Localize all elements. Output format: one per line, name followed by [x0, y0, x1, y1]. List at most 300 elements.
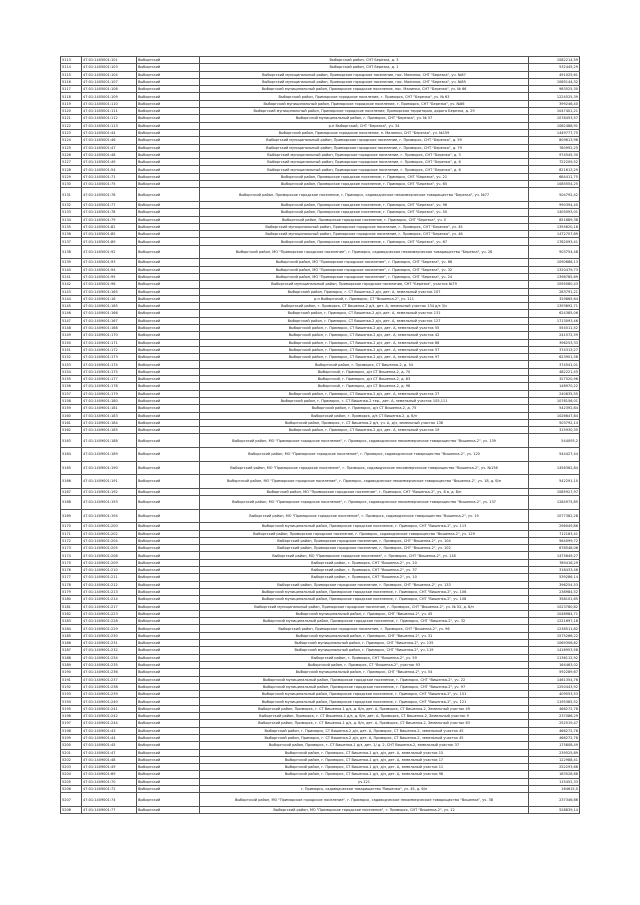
- cadastral-number: 47:01:1409001:170: [82, 332, 137, 339]
- cadastral-number: 47:01:1409001:214: [82, 596, 137, 603]
- value-cell: 504792,42: [529, 188, 580, 202]
- table-row: [61, 419, 580, 426]
- cadastral-number: 47:01:1409001:213: [82, 588, 137, 595]
- value-cell: 623901,56: [529, 354, 580, 361]
- row-number: 5151: [61, 346, 82, 353]
- cadastral-number: 47:01:1409001:188: [82, 434, 137, 448]
- value-cell: 1090686,13: [529, 259, 580, 266]
- district-cell: Выборгский: [137, 201, 200, 208]
- district-cell: Выборгский: [137, 778, 200, 785]
- row-number: 5191: [61, 676, 82, 683]
- table-row: [61, 523, 580, 530]
- cadastral-number: 47:01:1409001:74: [82, 793, 137, 807]
- row-number: 5200: [61, 742, 82, 749]
- value-cell: 466272,78: [529, 734, 580, 741]
- cadastral-number: 47:01:1409001:229: [82, 625, 137, 632]
- row-number: 5163: [61, 434, 82, 448]
- value-cell: 491025,61: [529, 71, 580, 78]
- address-cell: Выборгский муниципальный район, Приморское городское поселение, г. Приморск, СНТ "Вишенка-2", уч. 32: [200, 618, 529, 625]
- cadastral-number: 47:01:1409001:180: [82, 397, 137, 404]
- address-cell: Выборгский район, г. Приморск, СТ Вишенка-2 д/з, дет. А, земельный участок 134 д/з 3/з: [200, 303, 529, 310]
- address-cell: Выборгский район, МО "Приморское городское поселение", г. Приморск, садоводческое некоммерческое товарищество "Березка", уч. 28: [200, 245, 529, 259]
- address-cell: Выборгский район, Приморское городское поселение, г. Приморск, СНТ "Березка", уч. 67: [200, 238, 529, 245]
- value-cell: 1085554,25: [529, 181, 580, 188]
- table-row: [61, 201, 580, 208]
- value-cell: 148970,22: [529, 383, 580, 390]
- district-cell: Выборгский: [137, 405, 200, 412]
- table-row: [61, 144, 580, 151]
- value-cell: 1095080,43: [529, 281, 580, 288]
- row-number: 5115: [61, 71, 82, 78]
- address-cell: Выборгский район, МО "Приморское городское поселение", г. Приморск, СНТ "Березка", уч. 66: [200, 259, 529, 266]
- table-row: [61, 181, 580, 188]
- table-row: [61, 488, 580, 495]
- value-cell: 554511,52: [529, 324, 580, 331]
- address-cell: Выборгский муниципальный район, г. Приморск, СНТ "Вишенка-2", уч. 31: [200, 632, 529, 639]
- table-row: [61, 231, 580, 238]
- cadastral-number: 47:01:1409001:173: [82, 354, 137, 361]
- value-cell: 712163,41: [529, 530, 580, 537]
- cadastral-number: 47:01:1409001:175: [82, 368, 137, 375]
- address-cell: р-н Выборгский, г. Приморск, СТ "Вишенка-2", уч. 111: [200, 295, 529, 302]
- district-cell: Выборгский: [137, 390, 200, 397]
- table-row: [61, 93, 580, 100]
- value-cell: 252519,47: [529, 720, 580, 727]
- address-cell: Выборгский муниципальный район, Приморское городское поселение, г. Приморск, СНТ "Березка", уч. 45: [200, 223, 529, 230]
- row-number: 5198: [61, 727, 82, 734]
- row-number: 5117: [61, 86, 82, 93]
- address-cell: Выборгский район, г. Приморск, СТ Вишенка-2 д/з, дет. А, земельный участок 66: [200, 339, 529, 346]
- district-cell: Выборгский: [137, 488, 200, 495]
- value-cell: 240635,55: [529, 390, 580, 397]
- cadastral-number: 47:01:1409001:77: [82, 806, 137, 813]
- value-cell: 164463,02: [529, 661, 580, 668]
- table-row: [61, 354, 580, 361]
- district-cell: Выборгский: [137, 368, 200, 375]
- cadastral-number: 47:01:1405001:47: [82, 144, 137, 151]
- row-number: 5187: [61, 647, 82, 654]
- row-number: 5176: [61, 567, 82, 574]
- table-row: [61, 552, 580, 559]
- cadastral-number: 47:01:1405001:77: [82, 201, 137, 208]
- cadastral-number: 47:01:1405001:95: [82, 273, 137, 280]
- address-cell: Выборгский муниципальный район, Приморское городское поселение, Приморская территория, дорога Березка, д. 29: [200, 108, 529, 115]
- row-number: 5147: [61, 317, 82, 324]
- value-cell: 539286,14: [529, 574, 580, 581]
- cadastral-number: 47:01:1405001:71: [82, 173, 137, 180]
- table-row: [61, 361, 580, 368]
- cadastral-number: 47:01:1409001:238: [82, 683, 137, 690]
- row-number: 5170: [61, 523, 82, 530]
- district-cell: Выборгский: [137, 603, 200, 610]
- table-row: [61, 390, 580, 397]
- table-row: [61, 115, 580, 122]
- district-cell: Выборгский: [137, 332, 200, 339]
- row-number: 5158: [61, 397, 82, 404]
- row-number: 5142: [61, 281, 82, 288]
- address-cell: Выборгский район, Приморское городское поселение, г. Приморск, СНТ "Березка", уч. № 63: [200, 93, 529, 100]
- address-cell: Выборгский муниципальный район, Приморское городское поселение, г. Приморск, СНТ "Вишенка-2", уч. № 52, д. б/н: [200, 603, 529, 610]
- address-cell: Выборгский муниципальный район, Приморское городское поселение, г. Приморск, СНТ "Вишенка-2", уч. 106: [200, 588, 529, 595]
- address-cell: Выборгский район, Приморское городское поселение, г. Приморск, СНТ "Березка", уч. 65: [200, 181, 529, 188]
- cadastral-number: 47:01:1409001:202: [82, 530, 137, 537]
- address-cell: Выборгский район, г. Приморск, СТ Вишенка-1 д/з, д/з, дет. А, земельный участок 98: [200, 771, 529, 778]
- row-number: 5167: [61, 488, 82, 495]
- address-cell: Выборгский район, МО "Приморское городское поселение", г. Приморск, садоводческое товарищество "Вишенка-2", уч. 120: [200, 448, 529, 462]
- district-cell: Выборгский: [137, 785, 200, 792]
- table-row: [61, 288, 580, 295]
- cadastral-number: 47:01:1405001:54: [82, 166, 137, 173]
- district-cell: Выборгский: [137, 698, 200, 705]
- address-cell: Выборгский район, г. Приморск, д/з СТ Вишенка-2, д. 75: [200, 405, 529, 412]
- table-row: [61, 78, 580, 85]
- value-cell: 122988,41: [529, 756, 580, 763]
- cadastral-number: 47:01:1409001:172: [82, 346, 137, 353]
- cadastral-number: 47:01:1409001:183: [82, 412, 137, 419]
- cadastral-number: 47:01:1405001:82: [82, 223, 137, 230]
- table-row: [61, 632, 580, 639]
- cadastral-number: 47:01:1405001:44: [82, 129, 137, 136]
- cadastral-number: 47:01:1405001:79: [82, 216, 137, 223]
- row-number: 5145: [61, 303, 82, 310]
- table-row: [61, 397, 580, 404]
- value-cell: 503792,14: [529, 419, 580, 426]
- district-cell: Выборгский: [137, 734, 200, 741]
- district-cell: Выборгский: [137, 216, 200, 223]
- value-cell: 1082488,91: [529, 122, 580, 129]
- cadastral-number: 47:01:1409001:185: [82, 427, 137, 434]
- cadastral-number: 47:01:1405001:46: [82, 137, 137, 144]
- row-number: 5186: [61, 640, 82, 647]
- district-cell: Выборгский: [137, 434, 200, 448]
- value-cell: 1416953,58: [529, 647, 580, 654]
- district-cell: Выборгский: [137, 756, 200, 763]
- address-cell: Выборгский район, МО "Приморское городское поселение", г. Приморск, СНТ "Вишенка-2", уч. 12: [200, 806, 529, 813]
- row-number: 5171: [61, 530, 82, 537]
- address-cell: Выборгский муниципальный район, Приморское городское поселение, г. Приморск, СНТ "Березка", д. 6: [200, 159, 529, 166]
- district-cell: Выборгский: [137, 749, 200, 756]
- district-cell: Выборгский: [137, 793, 200, 807]
- district-cell: Выборгский: [137, 303, 200, 310]
- district-cell: Выборгский: [137, 383, 200, 390]
- district-cell: Выборгский: [137, 151, 200, 158]
- cadastral-number: 47:01:1409001:193: [82, 496, 137, 510]
- table-row: [61, 324, 580, 331]
- address-cell: Выборгский район, г. Приморск, СТ Вишенка-2, д. 54: [200, 361, 529, 368]
- district-cell: Выборгский: [137, 632, 200, 639]
- table-row: [61, 383, 580, 390]
- district-cell: Выборгский: [137, 137, 200, 144]
- address-cell: Выборгский район, Приморское городское поселение, г. Приморск, СНТ "Березка", уч. 96: [200, 201, 529, 208]
- cadastral-number: 47:01:1405001:103: [82, 64, 137, 71]
- address-cell: Выборгский район, Приморское городское поселение, г. Приморск, СНТ "Березка", уч. 5: [200, 216, 529, 223]
- cadastral-number: 47:01:1409001:194: [82, 509, 137, 523]
- cadastral-number: 47:01:1405001:109: [82, 93, 137, 100]
- table-row: [61, 749, 580, 756]
- district-cell: Выборгский: [137, 523, 200, 530]
- value-cell: 542392,84: [529, 405, 580, 412]
- value-cell: 1472707,69: [529, 231, 580, 238]
- cadastral-number: 47:01:1409001:200: [82, 523, 137, 530]
- address-cell: Выборгский район, МО "Приморское городское поселение", г. Приморск, СНТ "Вишенка-2", уч. 8 в, д. б/н: [200, 488, 529, 495]
- table-row: [61, 720, 580, 727]
- value-cell: 1078453,57: [529, 115, 580, 122]
- cadastral-number: 47:01:1409001:171: [82, 339, 137, 346]
- address-cell: Выборгский район, МО "Приморское городское поселение", г. Приморск, садоводческое некоммерческое товарищество "Вишенка-2", уч. 139: [200, 434, 529, 448]
- row-number: 5159: [61, 405, 82, 412]
- row-number: 5206: [61, 785, 82, 792]
- district-cell: Выборгский: [137, 764, 200, 771]
- address-cell: Выборгский район, Приморское городское поселение, г. Приморск, СНТ "Березка", уч. 21: [200, 173, 529, 180]
- row-number: 5149: [61, 332, 82, 339]
- cadastral-number: 47:01:1409001:181: [82, 405, 137, 412]
- value-cell: 318433,46: [529, 567, 580, 574]
- row-number: 5140: [61, 266, 82, 273]
- district-cell: Выборгский: [137, 647, 200, 654]
- cadastral-number: 47:01:1409001:208: [82, 552, 137, 559]
- district-cell: Выборгский: [137, 295, 200, 302]
- table-row: [61, 785, 580, 792]
- table-row: [61, 57, 580, 64]
- address-cell: Выборгский муниципальный район, г. Приморск, СНТ "Вишенка-2", уч. 54: [200, 669, 529, 676]
- table-row: [61, 625, 580, 632]
- cadastral-number: 47:01:1409001:210: [82, 567, 137, 574]
- district-cell: Выборгский: [137, 317, 200, 324]
- table-row: [61, 661, 580, 668]
- district-cell: Выборгский: [137, 361, 200, 368]
- table-row: [61, 346, 580, 353]
- value-cell: 821613,29: [529, 166, 580, 173]
- value-cell: 1078156,01: [529, 397, 580, 404]
- table-row: [61, 86, 580, 93]
- cadastral-number: 47:01:1409001:240: [82, 698, 137, 705]
- address-cell: Выборгский муниципальный район, Приморское городское поселение, г. Приморск, СНТ "Березка", д. 3: [200, 151, 529, 158]
- row-number: 5164: [61, 448, 82, 462]
- row-number: 5123: [61, 129, 82, 136]
- row-number: 5119: [61, 100, 82, 107]
- district-cell: Выборгский: [137, 281, 200, 288]
- row-number: 5125: [61, 144, 82, 151]
- address-cell: Выборгский муниципальный район, Приморское городское поселение, СНТ "Березка", участок №79: [200, 281, 529, 288]
- district-cell: Выборгский: [137, 223, 200, 230]
- value-cell: 115452,33: [529, 778, 580, 785]
- row-number: 5177: [61, 574, 82, 581]
- table-row: [61, 339, 580, 346]
- row-number: 5116: [61, 78, 82, 85]
- district-cell: Выборгский: [137, 173, 200, 180]
- address-cell: Выборгский район, Приморское городское поселение, г. Приморск, СНТ "Вишенка-2", уч. 104: [200, 537, 529, 544]
- row-number: 5160: [61, 412, 82, 419]
- district-cell: Выборгский: [137, 412, 200, 419]
- row-number: 5182: [61, 610, 82, 617]
- row-number: 5205: [61, 778, 82, 785]
- address-cell: Выборгский район, Приморск, г. СТ Вишенка-2 д/з, дет. А, Приморск, СТ Вишенка-2, земельный участок 45: [200, 734, 529, 741]
- cadastral-number: 47:01:1409001:179: [82, 390, 137, 397]
- table-row: [61, 122, 580, 129]
- district-cell: Выборгский: [137, 640, 200, 647]
- district-cell: Выборгский: [137, 129, 200, 136]
- table-row: [61, 683, 580, 690]
- table-row: [61, 332, 580, 339]
- row-number: 5165: [61, 461, 82, 475]
- table-row: [61, 303, 580, 310]
- table-row: [61, 427, 580, 434]
- cadastral-number: 47:01:1409001:205: [82, 545, 137, 552]
- row-number: 5122: [61, 122, 82, 129]
- district-cell: Выборгский: [137, 654, 200, 661]
- row-number: 5169: [61, 509, 82, 523]
- value-cell: 329865,64: [529, 295, 580, 302]
- row-number: 5129: [61, 173, 82, 180]
- address-cell: Выборгский район, г. Приморск, СТ Вишенка-1 д/з, д/з, дет. А, земельный участок 15: [200, 749, 529, 756]
- district-cell: Выборгский: [137, 376, 200, 383]
- address-cell: Выборгский район, Приморское городское поселение, г. Приморск, садоводческое товарищество "Вишенка-2", уч. 129: [200, 530, 529, 537]
- value-cell: 396253,33: [529, 339, 580, 346]
- table-row: [61, 596, 580, 603]
- cadastral-number: 47:01:1405001:48: [82, 151, 137, 158]
- cadastral-number: 47:01:1409001:165: [82, 288, 137, 295]
- cadastral-number: 47:01:1405001:111: [82, 108, 137, 115]
- district-cell: Выборгский: [137, 475, 200, 489]
- cadastral-number: 47:01:1405001:113: [82, 122, 137, 129]
- value-cell: 1393692,71: [529, 303, 580, 310]
- district-cell: Выборгский: [137, 552, 200, 559]
- table-row: [61, 640, 580, 647]
- cadastral-number: 47:01:1409001:241: [82, 705, 137, 712]
- row-number: 5174: [61, 552, 82, 559]
- district-cell: Выборгский: [137, 188, 200, 202]
- row-number: 5141: [61, 273, 82, 280]
- value-cell: 374541,01: [529, 361, 580, 368]
- district-cell: Выборгский: [137, 310, 200, 317]
- cadastral-number: 47:01:1405001:89: [82, 238, 137, 245]
- table-row: [61, 647, 580, 654]
- address-cell: Выборгский муниципальный район, г. Приморск, СНТ "Березка", уч. № 37: [200, 115, 529, 122]
- address-cell: Выборгский район, г. Приморск, СТ Вишенка-1 д/з, д/з, дет. А, земельный участок 17: [200, 756, 529, 763]
- address-cell: Выборгский район, г. Приморск, СНТ "Вишенка-2", уч. 59: [200, 654, 529, 661]
- value-cell: 1238511,82: [529, 625, 580, 632]
- value-cell: 564099,72: [529, 537, 580, 544]
- table-row: [61, 108, 580, 115]
- table-row: [61, 778, 580, 785]
- row-number: 5208: [61, 806, 82, 813]
- value-cell: 175808,49: [529, 742, 580, 749]
- address-cell: Выборгский муниципальный район, Приморское городское поселение, г. Приморск, СНТ "Березка", д. 79: [200, 144, 529, 151]
- value-cell: 396254,53: [529, 581, 580, 588]
- row-number: 5157: [61, 390, 82, 397]
- table-row: [61, 713, 580, 720]
- table-row: [61, 461, 580, 475]
- cadastral-number: 47:01:1409001:49: [82, 764, 137, 771]
- value-cell: 528839,14: [529, 806, 580, 813]
- district-cell: Выборгский: [137, 581, 200, 588]
- value-cell: 1320479,73: [529, 266, 580, 273]
- cadastral-number: 47:01:1409001:174: [82, 361, 137, 368]
- row-number: 5139: [61, 259, 82, 266]
- row-number: 5166: [61, 475, 82, 489]
- row-number: 5114: [61, 64, 82, 71]
- district-cell: Выборгский: [137, 691, 200, 698]
- table-row: [61, 574, 580, 581]
- cadastral-number: 47:01:1409001:167: [82, 317, 137, 324]
- cadastral-number: 47:01:1405001:92: [82, 245, 137, 259]
- district-cell: Выборгский: [137, 567, 200, 574]
- district-cell: Выборгский: [137, 339, 200, 346]
- table-row: [61, 137, 580, 144]
- value-cell: 851689,38: [529, 216, 580, 223]
- row-number: 5161: [61, 419, 82, 426]
- value-cell: 1405093,01: [529, 209, 580, 216]
- row-number: 5196: [61, 713, 82, 720]
- value-cell: 684411,75: [529, 173, 580, 180]
- row-number: 5148: [61, 324, 82, 331]
- district-cell: Выборгский: [137, 419, 200, 426]
- address-cell: Выборгский район, г. Приморск, СТ Вишенка-2 д/з, дет. А, земельный участок 42: [200, 332, 529, 339]
- district-cell: Выборгский: [137, 461, 200, 475]
- address-cell: Выборгский район, Приморское городское поселение, г. Приморск, СНТ "Вишенка-2", уч. 133: [200, 581, 529, 588]
- address-cell: Выборгский муниципальный район, Приморское городское поселение, пос. Малинки, СНТ "Березка", уч. №85: [200, 78, 529, 85]
- value-cell: 374313,27: [529, 346, 580, 353]
- value-cell: 283791,21: [529, 288, 580, 295]
- district-cell: Выборгский: [137, 705, 200, 712]
- value-cell: 1069306,62: [529, 640, 580, 647]
- value-cell: 327520,96: [529, 376, 580, 383]
- table-row: [61, 295, 580, 302]
- address-cell: Выборгский район, МО "Приморское городское поселение", г. Приморск, СНТ "Березка", уч. 32: [200, 266, 529, 273]
- cadastral-number: 47:01:1409001:45: [82, 742, 137, 749]
- table-row: [61, 245, 580, 259]
- value-cell: 482221,45: [529, 368, 580, 375]
- table-row: [61, 771, 580, 778]
- address-cell: Выборгский район, Приморск, г. СТ Вишенка-1 д/з, д. б/н, дет. А, Приморск, СТ Вишенка-2, Земельный участок 9: [200, 713, 529, 720]
- table-row: [61, 691, 580, 698]
- row-number: 5203: [61, 764, 82, 771]
- table-row: [61, 159, 580, 166]
- cadastral-number: 47:01:1409001:204: [82, 537, 137, 544]
- table-row: [61, 448, 580, 462]
- address-cell: Выборгский район, г. Приморск, СТ Вишенка-2 д/з, дет. А, земельный участок 55: [200, 324, 529, 331]
- district-cell: Выборгский: [137, 727, 200, 734]
- district-cell: Выборгский: [137, 122, 200, 129]
- value-cell: 1398785,69: [529, 273, 580, 280]
- cadastral-number: 47:01:1409001:231: [82, 640, 137, 647]
- row-number: 5192: [61, 683, 82, 690]
- table-row: [61, 603, 580, 610]
- district-cell: Выборгский: [137, 209, 200, 216]
- district-cell: Выборгский: [137, 86, 200, 93]
- cadastral-number: 47:01:1409001:72: [82, 785, 137, 792]
- row-number: 5121: [61, 115, 82, 122]
- value-cell: 1085927,97: [529, 488, 580, 495]
- cadastral-number: 47:01:1405001:101: [82, 57, 137, 64]
- row-number: 5184: [61, 625, 82, 632]
- row-number: 5146: [61, 310, 82, 317]
- document-page: [60, 56, 580, 814]
- address-cell: Выборгский район, Приморское городское поселение, п. Малинки, СНТ "Березка", уч. №159: [200, 129, 529, 136]
- value-cell: 466272,78: [529, 727, 580, 734]
- address-cell: уч.121: [200, 778, 529, 785]
- address-cell: Выборгский муниципальный район, Приморское городское поселение, г. Приморск, СНТ "Березка", уч. 46: [200, 231, 529, 238]
- value-cell: 1475649,27: [529, 552, 580, 559]
- address-cell: Выборгский район, г. Приморск, СТ Вишенка-1 д/з, д/з, дет. А, земельный участок 11: [200, 764, 529, 771]
- value-cell: 1077382,28: [529, 509, 580, 523]
- row-number: 5154: [61, 368, 82, 375]
- address-cell: Выборгский район, МО "Приморское городское поселение", г. Приморск, СНТ "Вишенка-2", уч. 118: [200, 552, 529, 559]
- row-number: 5118: [61, 93, 82, 100]
- district-cell: Выборгский: [137, 618, 200, 625]
- district-cell: Выборгский: [137, 448, 200, 462]
- cadastral-number: 47:01:1409001:168: [82, 324, 137, 331]
